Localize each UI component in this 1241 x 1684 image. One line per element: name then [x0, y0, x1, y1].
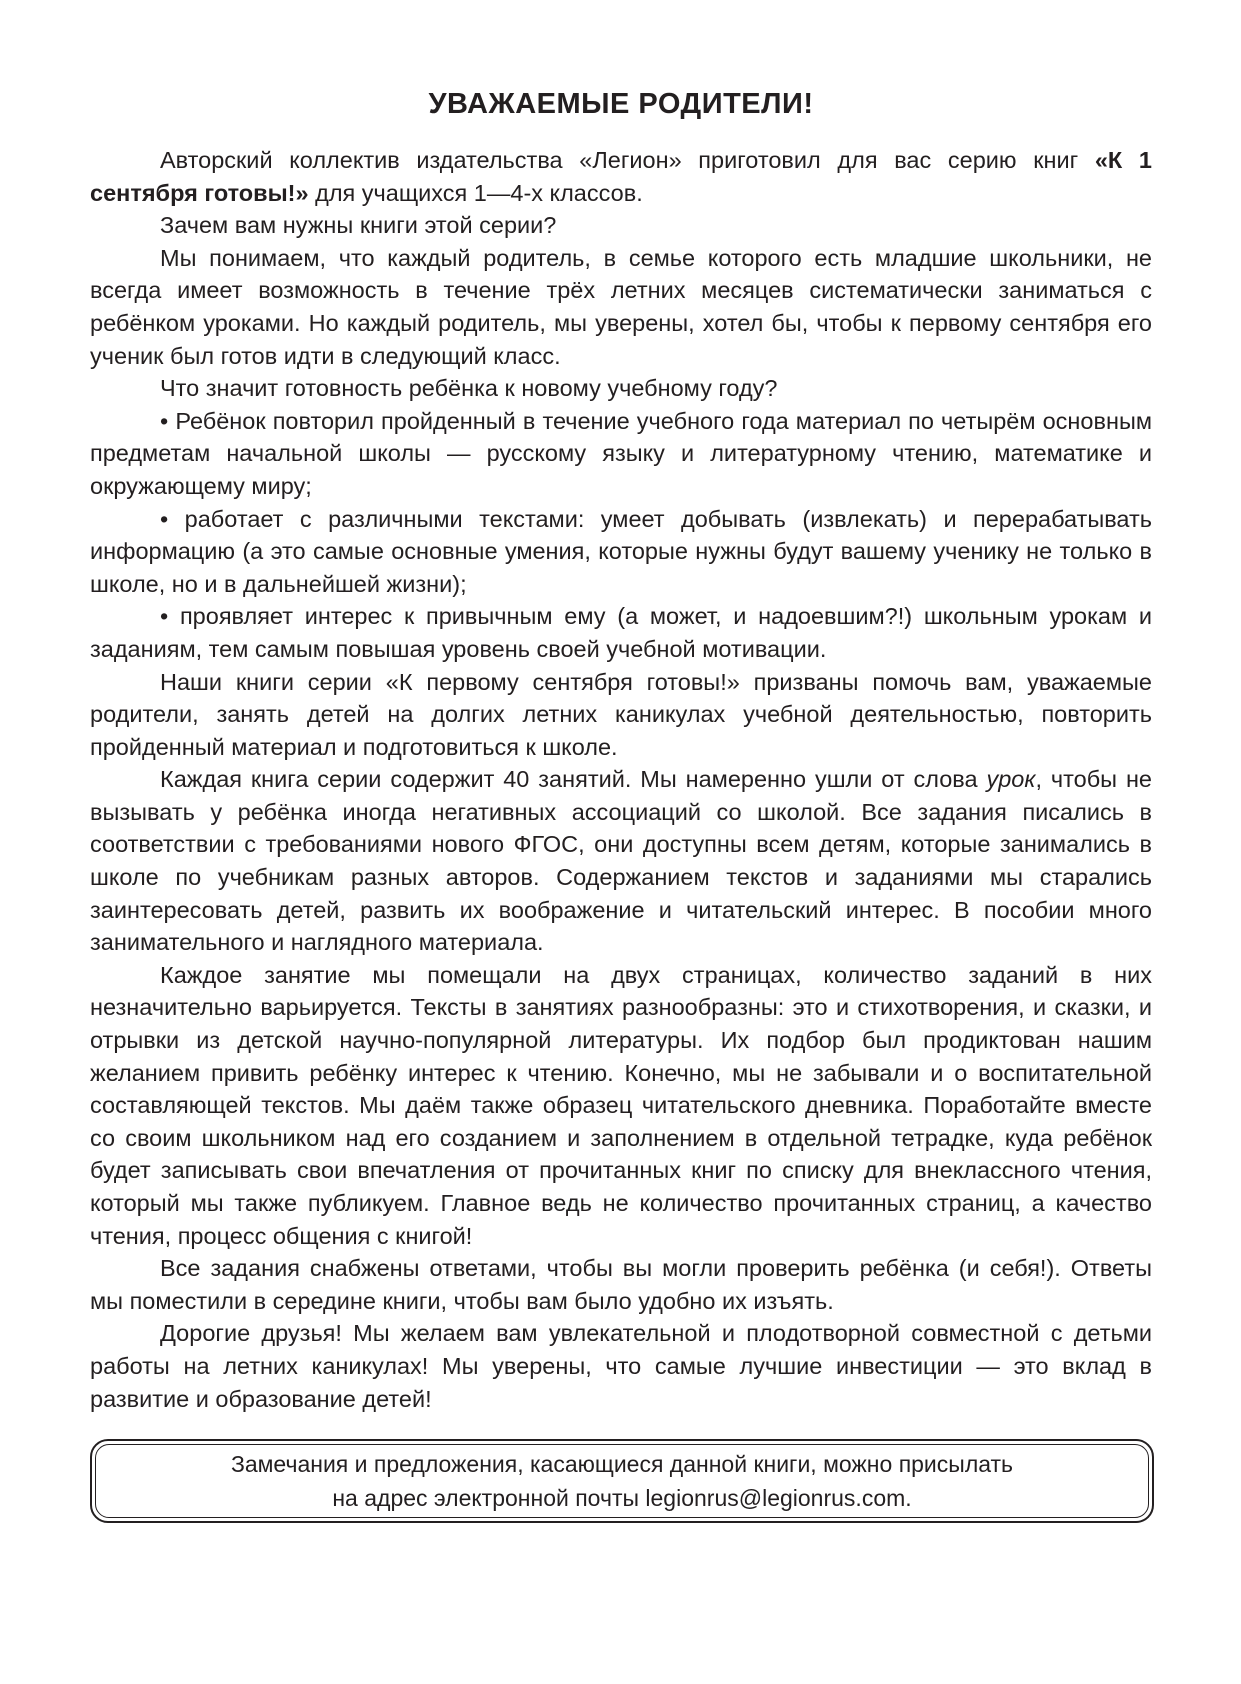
- paragraph-intro-tail: для учащихся 1—4-х классов.: [308, 179, 643, 206]
- page-content: [90, 86, 1152, 1415]
- paragraph-lessons: [90, 763, 1152, 959]
- paragraph-intro: [90, 144, 1152, 209]
- bullet-repeated-material: • Ребёнок повторил пройденный в течение учебного года материал по четырём основным предметам начальной школы — русскому языку и литературному чтению, математике и окружающему миру;: [90, 407, 1152, 499]
- paragraph-understanding: Мы понимаем, что каждый родитель, в семье которого есть младшие школьники, не всегда имеет возможность в течение трёх летних месяцев систематически заниматься с ребёнком уроками. Но каждый родитель, мы уверены, хотел бы, чтобы к первому сентября его ученик был готов идти в следующий класс.: [90, 244, 1152, 369]
- feedback-notice-line1: Замечания и предложения, касающиеся данной книги, можно присылать: [230, 1451, 1014, 1477]
- paragraph-series-purpose: Наши книги серии «К первому сентября готовы!» призваны помочь вам, уважаемые родители, занять детей на долгих летних каникулах учебной деятельностью, повторить пройденный материал и подготовиться к школе.: [90, 668, 1152, 760]
- word-urok: урок: [986, 766, 1036, 793]
- paragraph-lessons-lead: Каждая книга серии содержит 40 занятий. Мы намеренно ушли от слова: [160, 766, 987, 793]
- page-title: УВАЖАЕМЫЕ РОДИТЕЛИ!: [428, 88, 814, 120]
- feedback-notice-line2: на адрес электронной почты legionrus@legionrus.com.: [332, 1485, 912, 1511]
- paragraph-intro-lead: Авторский коллектив издательства «Легион» приготовил для вас серию книг: [160, 147, 1095, 173]
- feedback-notice-inner: [95, 1444, 1149, 1518]
- bullet-works-with-texts: • работает с различными текстами: умеет добывать (извлекать) и перерабатывать информацию (а это самые основные умения, которые нужны будут вашему ученику не только в школе, но и в дальнейшей жизни);: [90, 505, 1152, 597]
- bullet-shows-interest: • проявляет интерес к привычным ему (а может, и надоевшим?!) школьным урокам и заданиям, тем самым повышая уровень своей учебной мотивации.: [90, 603, 1152, 662]
- paragraph-question-readiness: Что значит готовность ребёнка к новому учебному году?: [160, 375, 778, 402]
- series-name: «К 1 сентября готовы!»: [90, 147, 1153, 206]
- feedback-notice-box: [90, 1439, 1154, 1523]
- paragraph-question-why: Зачем вам нужны книги этой серии?: [160, 212, 557, 239]
- paragraph-answers: Все задания снабжены ответами, чтобы вы могли проверить ребёнка (и себя!). Ответы мы поместили в середине книги, чтобы вам было удобно их изъять.: [90, 1255, 1152, 1314]
- letter-body: [90, 144, 1152, 1415]
- paragraph-lessons-tail: , чтобы не вызывать у ребёнка иногда негативных ассоциаций со школой. Все задания писались в соответствии с требованиями нового ФГОС, они доступны всем детям, которые занимались в школе по учебникам разных авторов. Содержанием текстов и заданиями мы старались заинтересовать детей, развить их воображение и читательский интерес. В пособии много занимательного и наглядного материала.: [90, 766, 1152, 956]
- paragraph-closing: Дорогие друзья! Мы желаем вам увлекательной и плодотворной совместной с детьми работы на летних каникулах! Мы уверены, что самые лучшие инвестиции — это вклад в развитие и образование детей!: [90, 1320, 1152, 1412]
- paragraph-structure: Каждое занятие мы помещали на двух страницах, количество заданий в них незначительно варьируется. Тексты в занятиях разнообразны: это и стихотворения, и сказки, и отрывки из детской научно-популярной литературы. Их подбор был продиктован нашим желанием привить ребёнку интерес к чтению. Конечно, мы не забывали и о воспитательной составляющей текстов. Мы даём также образец читательского дневника. Поработайте вместе со своим школьником над его созданием и заполнением в отдельной тетрадке, куда ребёнок будет записывать свои впечатления от прочитанных книг по списку для внеклассного чтения, который мы также публикуем. Главное ведь не количество прочитанных страниц, а качество чтения, процесс общения с книгой!: [90, 961, 1152, 1249]
